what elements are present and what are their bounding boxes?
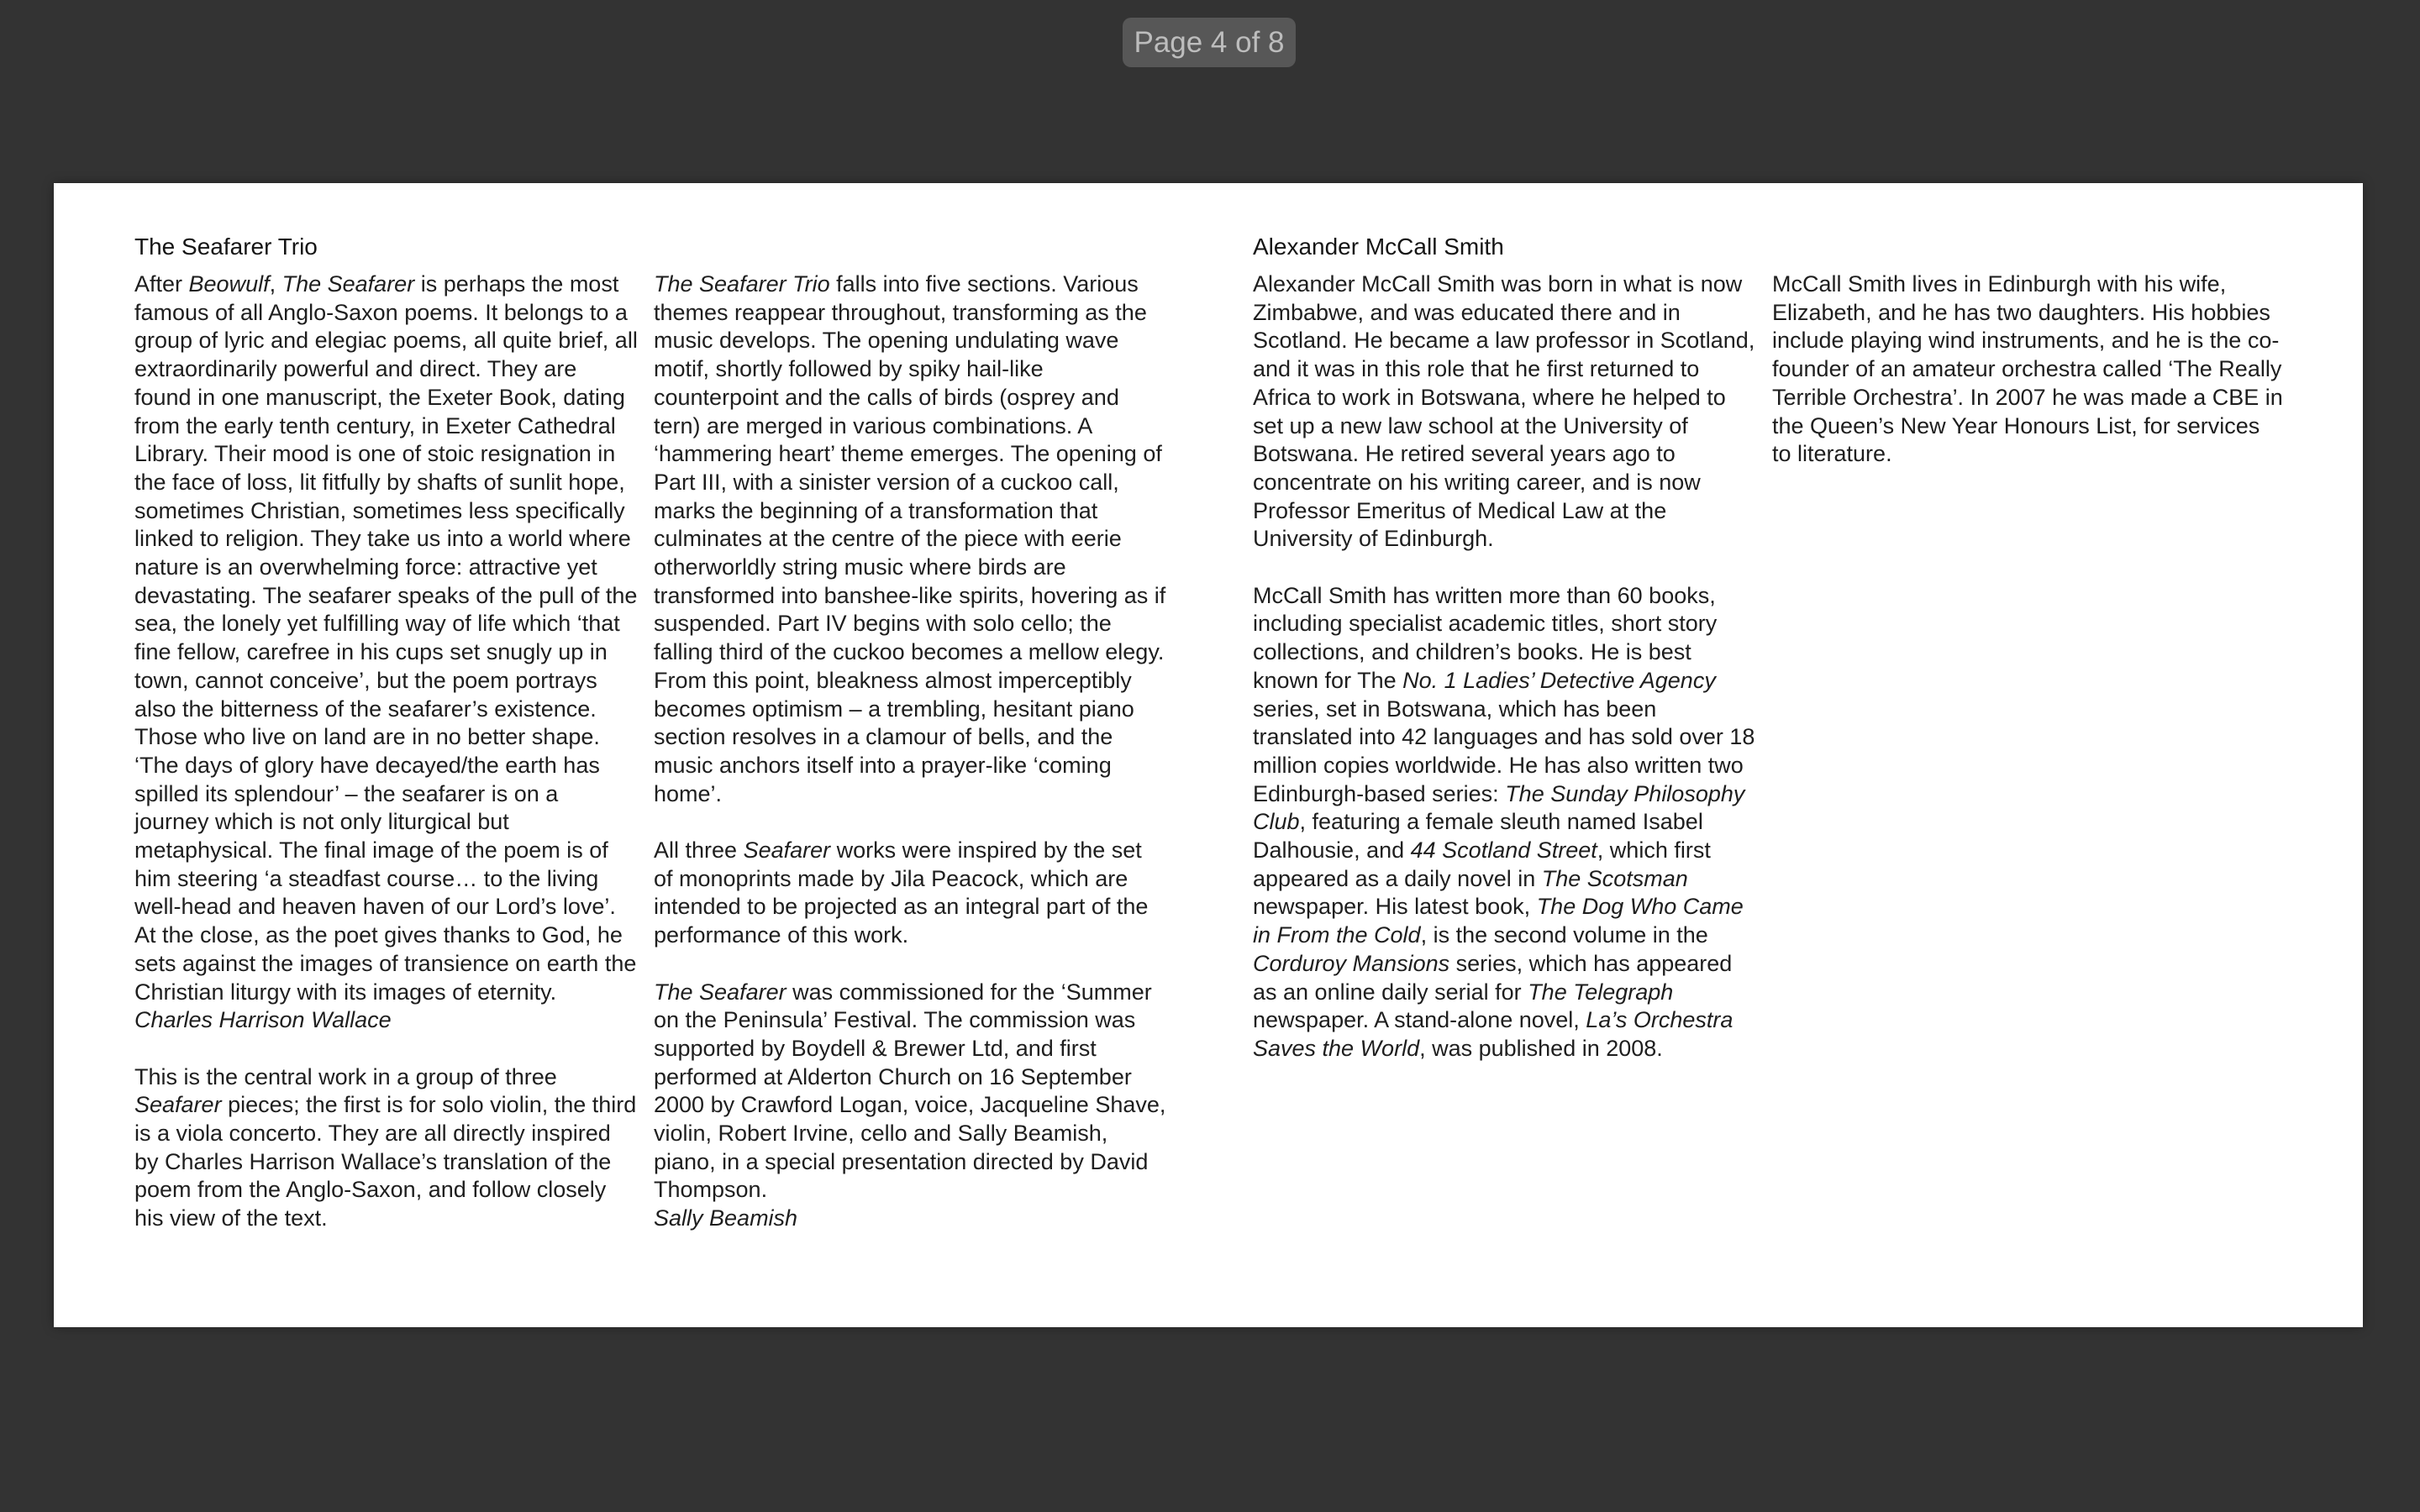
paragraph-monoprints: All three Seafarer works were inspired by the set of monoprints made by Jila Peacock, which are intended to be projected as an integral part of the performance of this work.	[654, 837, 1149, 948]
paragraph-commission: The Seafarer was commissioned for the ‘Summer on the Peninsula’ Festival. The commission was supported by Boydell & Brewer Ltd, and first performed at Alderton Church on 16 September 2000 by Crawford Logan, voice, Jacqueline Shave, violin, Robert Irvine, cello and Sally Beamish, piano, in a special presentation directed by David Thompson. Sally Beamish	[654, 979, 1166, 1233]
left-section-column-2	[654, 270, 1166, 1262]
page-indicator: Page 4 of 8	[1123, 18, 1296, 67]
section-heading-mccall-smith: Alexander McCall Smith	[1253, 234, 1504, 260]
right-section-column-1	[1253, 232, 1757, 1091]
section-heading-seafarer-trio: The Seafarer Trio	[134, 234, 318, 260]
paragraph-central-work: This is the central work in a group of three Seafarer pieces; the first is for solo violin, the third is a viola concerto. They are all directly inspired by Charles Harrison Wallace’s translation of the poem from the Anglo-Saxon, and follow closely his view of the text.	[134, 1063, 637, 1231]
paragraph-books: McCall Smith has written more than 60 books, including specialist academic titles, short story collections, and children’s books. He is best known for The No. 1 Ladies’ Detective Agency series, set in Botswana, which has been translated into 42 languages and has sold over 18 million copies worldwide. He has also written two Edinburgh-based series: The Sunday Philosophy Club, featuring a female sleuth named Isabel Dalhousie, and 44 Scotland Street, which first appeared as a daily novel in The Scotsman newspaper. His latest book, The Dog Who Came in From the Cold, is the second volume in the Corduroy Mansions series, which has appeared as an online daily serial for The Telegraph newspaper. A stand-alone novel, La’s Orchestra Saves the World, was published in 2008.	[1253, 582, 1755, 1061]
paragraph-biography: Alexander McCall Smith was born in what is now Zimbabwe, and was educated there and in Scotland. He became a law professor in Scotland, and it was in this role that he first returned to Africa to work in Botswana, where he helped to set up a new law school at the University of Botswana. He retired several years ago to concentrate on his writing career, and is now Professor Emeritus of Medical Law at the University of Edinburgh.	[1253, 271, 1755, 552]
right-section-column-2	[1772, 270, 2285, 497]
paragraph-central-work-continued: The Seafarer Trio falls into five sections. Various themes reappear throughout, transforming as the music develops. The opening undulating wave motif, shortly followed by spiky hail-like counterpoint and the calls of birds (osprey and tern) are merged in various combinations. A ‘hammering heart’ theme emerges. The opening of Part III, with a sinister version of a cuckoo call, marks the beginning of a transformation that culminates at the centre of the piece with eerie otherworldly string music where birds are transformed into banshee-like spirits, hovering as if suspended. Part IV begins with solo cello; the falling third of the cuckoo becomes a mellow elegy. From this point, bleakness almost imperceptibly becomes optimism – a trembling, hesitant piano section resolves in a clamour of bells, and the music anchors itself into a prayer-like ‘coming home’.	[654, 271, 1166, 806]
document-page	[54, 183, 2363, 1327]
paragraph-seafarer-intro: After Beowulf, The Seafarer is perhaps the most famous of all Anglo-Saxon poems. It belongs to a group of lyric and elegiac poems, all quite brief, all extraordinarily powerful and direct. They are found in one manuscript, the Exeter Book, dating from the early tenth century, in Exeter Cathedral Library. Their mood is one of stoic resignation in the face of loss, lit fitfully by shafts of sunlit hope, sometimes Christian, sometimes less specifically linked to religion. They take us into a world where nature is an overwhelming force: attractive yet devastating. The seafarer speaks of the pull of the sea, the lonely yet fulfilling way of life which ‘that fine fellow, carefree in his cups set snugly up in town, cannot conceive’, but the poem portrays also the bitterness of the seafarer’s existence. Those who live on land are in no better shape. ‘The days of glory have decayed/the earth has spilled its splendour’ – the seafarer is on a journey which is not only liturgical but metaphysical. The final image of the poem is of him steering ‘a steadfast course… to the living well-head and heaven haven of our Lord’s love’. At the close, as the poet gives thanks to God, he sets against the images of transience on earth the Christian liturgy with its images of eternity. Charles Harrison Wallace	[134, 270, 639, 1035]
composer-signature: Sally Beamish	[654, 1205, 798, 1231]
left-section-column-1	[134, 232, 639, 1262]
paragraph-personal-life: McCall Smith lives in Edinburgh with his wife, Elizabeth, and he has two daughters. His hobbies include playing wind instruments, and he is the co-founder of an amateur orchestra called ‘The Really Terrible Orchestra’. In 2007 he was made a CBE in the Queen’s New Year Honours List, for services to literature.	[1772, 271, 2283, 467]
author-signature: Charles Harrison Wallace	[134, 1007, 392, 1033]
